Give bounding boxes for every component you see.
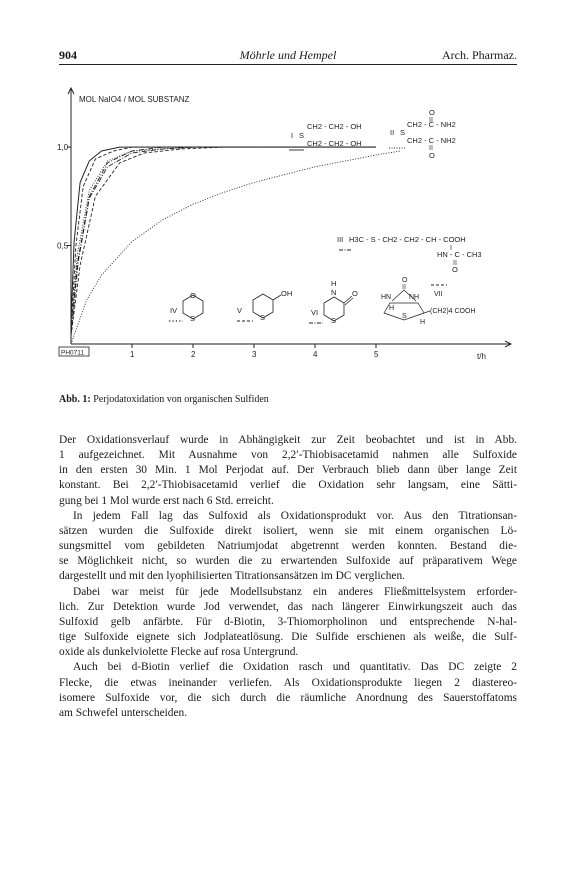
structure-VI-numeral: VI [311, 308, 319, 317]
structure-III-formula: H3C - S - CH2 - CH2 - CH - COOH [349, 235, 466, 244]
text-line: 1 aufgezeichnet. Mit Ausnahme von 2,2′-Thiobisacetamid nahmen alle Sulfoxide [59, 449, 517, 462]
text-line: sätzen wurden die Sulfoxide direkt isoliert, wenn sie mit einem organischen Lö- [59, 524, 517, 537]
text-line: konstant. Bei 2,2′-Thiobisacetamid verlief die Oxidation sehr langsam, eine Sätti- [59, 479, 517, 492]
text-line: in den ersten 30 Min. 1 Mol Perjodat auf. Der Verbrauch blieb dann über lange Zeit [59, 464, 517, 477]
x-tick-label: 1 [130, 350, 135, 359]
structure-II-numeral: II [390, 128, 395, 137]
structure-VII-hn: HN [381, 294, 392, 301]
structure-VII [381, 277, 476, 326]
structure-V-oh: OH [281, 289, 293, 298]
structure-VII-h-bottom: H [420, 319, 426, 326]
figure-caption [59, 394, 269, 405]
curve-IV [71, 147, 376, 334]
header-rule [59, 64, 517, 65]
structure-VII-s: S [402, 313, 407, 320]
text-line: Sulfoxid gelb anfärbte. Für d-Biotin, 3-Thiomorpholinon und entsprechende N-hal- [59, 615, 517, 628]
corner-stamp: PH0711 [61, 349, 85, 357]
x-axis-label: t/h [477, 352, 486, 361]
structure-V-s: S [260, 313, 266, 322]
body-text [59, 433, 517, 721]
y-axis-label: MOL NaIO4 / MOL SUBSTANZ [79, 95, 190, 104]
structure-IV-numeral: IV [170, 306, 178, 315]
structure-III-sub2: O [452, 265, 458, 274]
structure-V [237, 289, 292, 322]
y-tick-label: 0,5 [57, 241, 69, 251]
caption-text: Perjodatoxidation von organischen Sulfiden [93, 394, 269, 405]
running-header [59, 48, 517, 64]
text-line: Dabei war meist für jede Modellsubstanz ein anderes Fließmittelsystem erforder- [73, 585, 517, 598]
structure-II [389, 108, 456, 160]
structure-VII-chain: (CH2)4 COOH [430, 308, 476, 315]
text-line: oxide als dunkelviolette Flecke auf rosa Untergrund. [59, 646, 299, 659]
curve-I [71, 147, 376, 324]
text-line: isomere Sulfoxide vor, die sich durch die räumliche Anordnung des Sauerstoffatoms [59, 691, 517, 704]
page-number: 904 [59, 48, 77, 62]
text-line: lich. Zur Detektion wurde Jod verwendet, das nach längerer Einwirkungszeit auch das [59, 600, 517, 613]
text-line: dargestellt und mit den lyophilisierten Titrationsansätzen im DC verglichen. [59, 570, 405, 583]
text-line: sungsmittel vom gebildeten Natriumjodat abgetrennt werden konnten. Bestand die- [59, 540, 517, 553]
structure-I-upper: CH2 - CH2 - OH [307, 122, 362, 131]
y-tick-label: 1,0 [57, 143, 69, 153]
structure-VII-nh: NH [409, 294, 420, 301]
curve-VII [71, 147, 376, 336]
structure-VII-h-top: H [389, 305, 395, 312]
curves [71, 147, 400, 344]
structure-II-o-bottom: O [429, 151, 435, 160]
oxidation-figure [59, 82, 517, 382]
structure-I-sulfur: S [299, 131, 305, 140]
axis-ticks [57, 143, 379, 359]
x-tick-label: 5 [374, 350, 379, 359]
structure-III [337, 235, 482, 274]
text-line: am Schwefel unterscheiden. [59, 706, 188, 719]
structure-I-lower: CH2 - CH2 - OH [307, 139, 362, 148]
structure-VI [309, 279, 358, 325]
x-tick-label: 3 [252, 350, 257, 359]
structure-IV [169, 291, 203, 323]
structure-III-numeral: III [337, 235, 344, 244]
structure-VI-o: O [352, 289, 358, 298]
structure-VI-n: N [331, 288, 337, 297]
structure-II-o-top: O [429, 108, 435, 117]
running-authors: Möhrle und Hempel [239, 48, 337, 62]
structure-I-numeral: I [291, 131, 294, 140]
curve-III [71, 147, 376, 334]
structure-VI-s: S [331, 316, 337, 325]
structure-IV-o: O [190, 291, 196, 300]
structure-III-sub1: HN - C - CH3 [437, 250, 482, 259]
caption-label: Abb. 1: [59, 394, 91, 405]
text-line: tige Sulfoxide eignete sich Jodplateatlösung. Die Sulfide erschienen als weiße, die Sulf- [59, 631, 517, 644]
curve-VI [71, 147, 376, 334]
x-tick-label: 2 [191, 350, 196, 359]
structure-V-numeral: V [237, 306, 243, 315]
curve-V [71, 147, 376, 334]
text-line: gung bei 1 Mol wurde erst nach 6 Std. erreicht. [59, 494, 274, 507]
text-line: se Möglichkeit nicht, so wurden die zu erwartenden Sulfoxide auf präparativem Wege [59, 555, 517, 568]
x-tick-label: 4 [313, 350, 318, 359]
structure-II-sulfur: S [400, 128, 406, 137]
text-line: Auch bei d-Biotin verlief die Oxidation rasch und quantitativ. Das DC zeigte 2 [73, 661, 517, 674]
structure-II-upper: CH2 - C - NH2 [407, 120, 456, 129]
text-line: Flecke, die etwas ineinander verliefen. Als Oxidationsprodukte liegen 2 diastereo- [59, 676, 517, 689]
journal-name: Arch. Pharmaz. [442, 48, 517, 62]
text-line: In jedem Fall lag das Sulfoxid als Oxidationsprodukt vor. Aus den Titrationsan- [73, 509, 517, 522]
structure-V-bond [273, 295, 281, 300]
curve-II [71, 151, 400, 344]
structure-I [289, 122, 362, 150]
structure-VI-h: H [331, 279, 337, 288]
structure-VII-numeral: VII [434, 291, 443, 298]
structure-II-lower: CH2 - C - NH2 [407, 136, 456, 145]
text-line: Der Oxidationsverlauf wurde in Abhängigkeit zur Zeit beobachtet und ist in Abb. [59, 434, 517, 446]
structure-VII-o: O [402, 277, 408, 284]
structure-IV-s: S [190, 314, 196, 323]
